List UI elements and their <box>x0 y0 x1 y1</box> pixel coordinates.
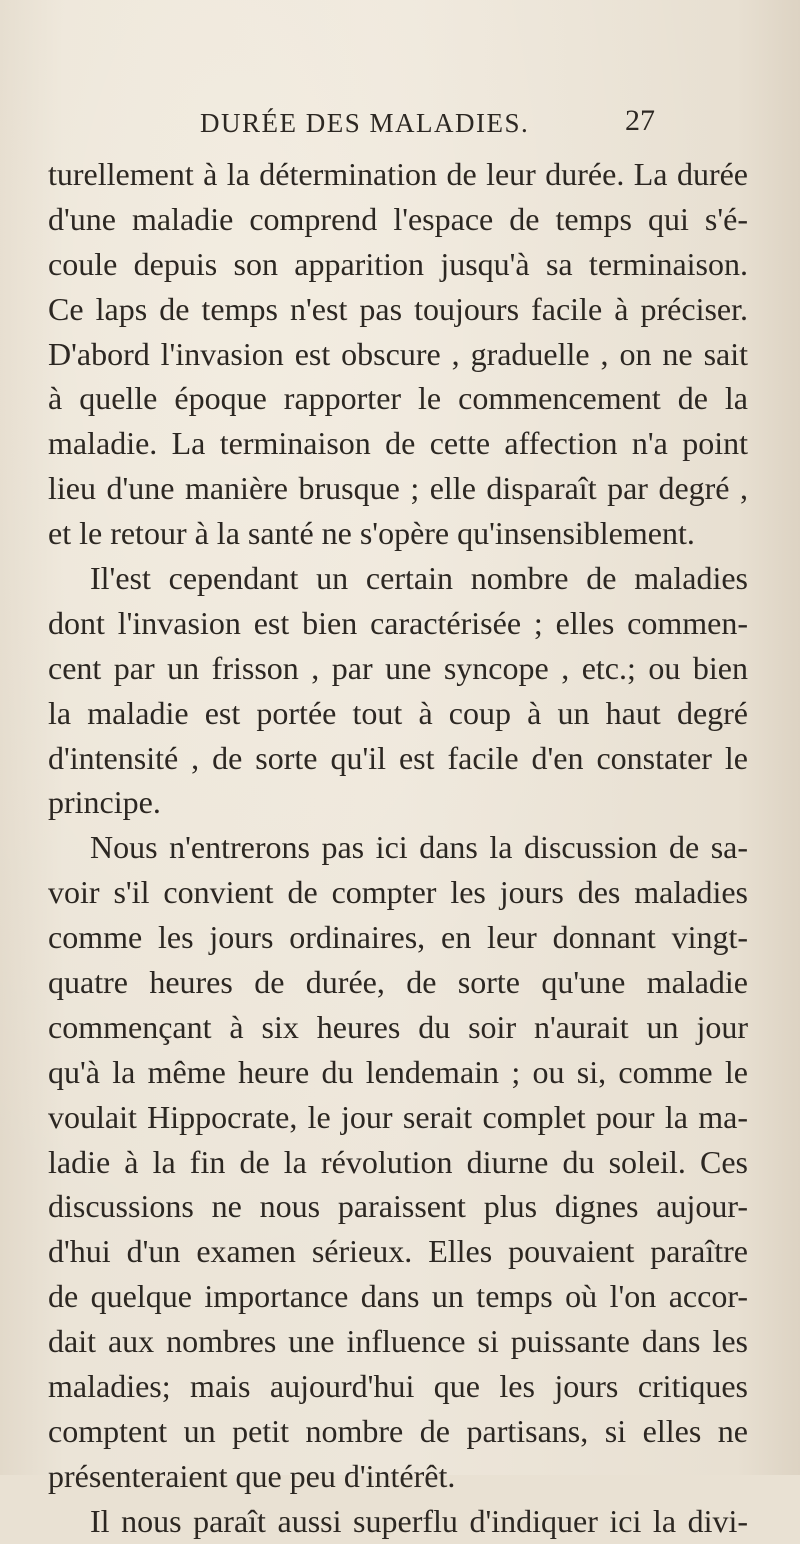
page-header <box>200 104 655 144</box>
text-line: d'intensité , de sorte qu'il est facile d'en constater le <box>48 739 748 776</box>
text-line: de quelque importance dans un temps où l'on accor- <box>48 1278 748 1315</box>
text-line: commençant à six heures du soir n'aurait un jour <box>48 1008 748 1045</box>
text-line: et le retour à la santé ne s'opère qu'insensiblement. <box>48 515 695 552</box>
text-line: voir s'il convient de compter les jours des maladies <box>48 874 748 911</box>
text-line: maladie. La terminaison de cette affection n'a point <box>48 425 748 462</box>
running-title: DURÉE DES MALADIES. <box>200 108 530 138</box>
text-line: comptent un petit nombre de partisans, si elles ne <box>48 1412 748 1449</box>
text-line: d'une maladie comprend l'espace de temps qui s'é- <box>48 200 748 237</box>
text-line: ladie à la fin de la révolution diurne du soleil. Ces <box>48 1143 748 1180</box>
text-line: maladies; mais aujourd'hui que les jours critiques <box>48 1368 748 1405</box>
text-line: Il'est cependant un certain nombre de maladies <box>90 560 748 597</box>
text-line: quatre heures de durée, de sorte qu'une maladie <box>48 964 748 1001</box>
body-text <box>48 152 748 1544</box>
text-line: voulait Hippocrate, le jour serait complet pour la ma- <box>48 1098 748 1135</box>
text-line: Nous n'entrerons pas ici dans la discussion de sa- <box>90 829 748 866</box>
text-line: lieu d'une manière brusque ; elle disparaît par degré , <box>48 470 748 507</box>
text-line: présenteraient que peu d'intérêt. <box>48 1457 456 1494</box>
text-line: à quelle époque rapporter le commencement de la <box>48 380 748 417</box>
text-line: coule depuis son apparition jusqu'à sa terminaison. <box>48 245 748 282</box>
page-number: 27 <box>625 104 655 137</box>
text-line: la maladie est portée tout à coup à un haut degré <box>48 694 748 731</box>
text-line: Il nous paraît aussi superflu d'indiquer ici la divi- <box>90 1502 748 1539</box>
text-line: Ce laps de temps n'est pas toujours facile à préciser. <box>48 290 748 327</box>
text-line: dait aux nombres une influence si puissante dans les <box>48 1323 748 1360</box>
text-line: qu'à la même heure du lendemain ; ou si, comme le <box>48 1053 748 1090</box>
text-line: discussions ne nous paraissent plus dignes aujour- <box>48 1188 748 1225</box>
text-line: comme les jours ordinaires, en leur donnant vingt- <box>48 919 748 956</box>
text-line: D'abord l'invasion est obscure , graduelle , on ne sait <box>48 335 748 372</box>
text-line: d'hui d'un examen sérieux. Elles pouvaient paraître <box>48 1233 748 1270</box>
text-line: turellement à la détermination de leur durée. La durée <box>48 156 748 192</box>
text-line: cent par un frisson , par une syncope , etc.; ou bien <box>48 649 748 686</box>
text-line: dont l'invasion est bien caractérisée ; elles commen- <box>48 604 748 641</box>
text-line: principe. <box>48 784 161 821</box>
